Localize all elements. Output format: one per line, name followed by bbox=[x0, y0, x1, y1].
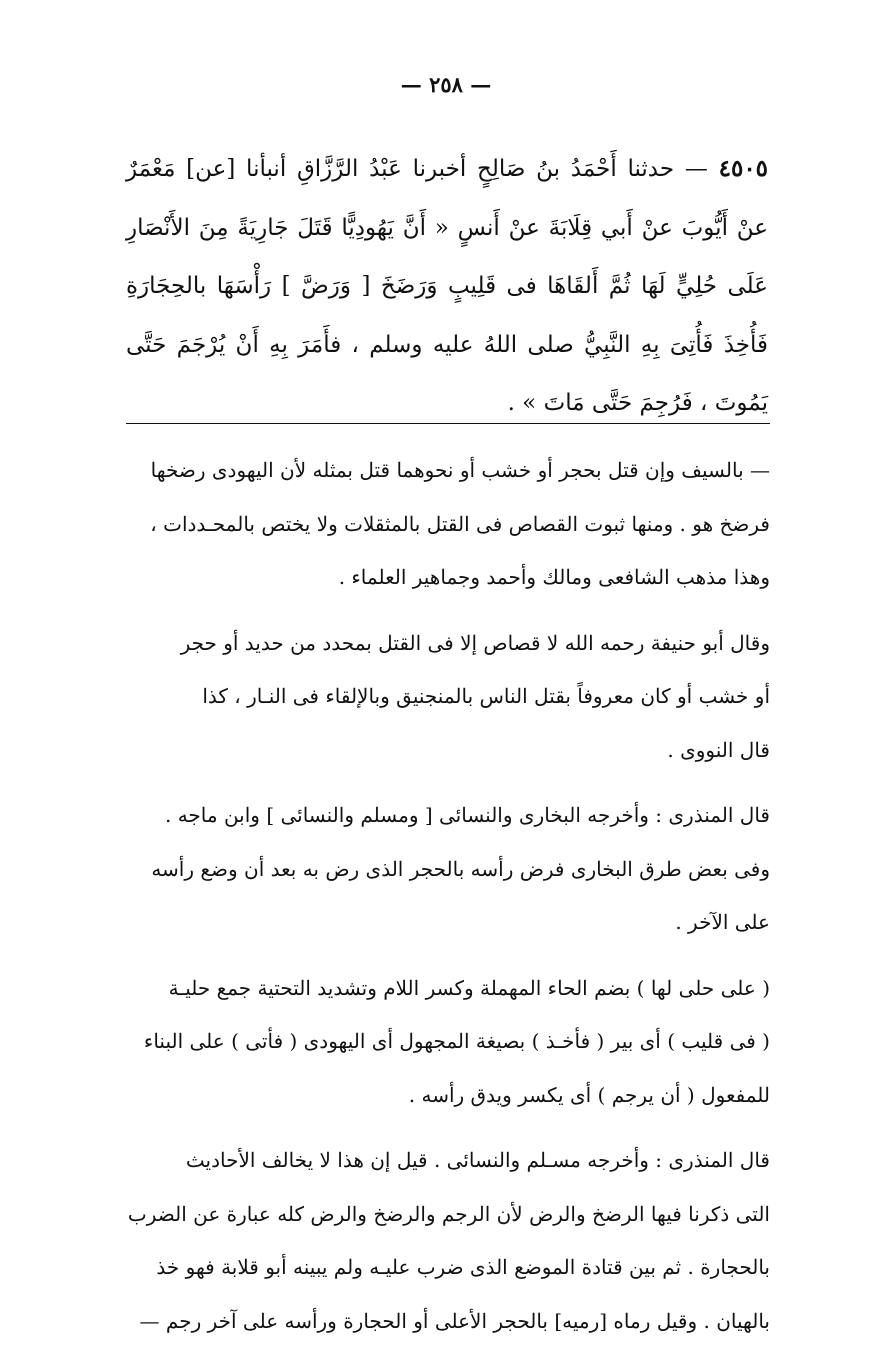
note-paragraph bbox=[126, 1134, 770, 1348]
hadith-number: ٤٥٠٥ bbox=[718, 155, 769, 182]
note-line: على الآخر . bbox=[675, 910, 770, 934]
commentary-notes bbox=[126, 444, 770, 1360]
note-line: فرضخ هو . ومنها ثبوت القصاص فى القتل بالمثقلات ولا يختص بالمحـددات ، bbox=[150, 511, 770, 536]
note-paragraph bbox=[126, 444, 770, 605]
note-line: بالحجارة . ثم بين قتادة الموضع الذى ضرب عليـه ولم يبينه أبو قلابة فهو خذ bbox=[156, 1255, 770, 1279]
note-line: للمفعول ( أن يرجم ) أى يكسر ويدق رأسه . bbox=[408, 1082, 770, 1107]
note-line: قال المنذرى : وأخرجه البخارى والنسائى [ ومسلم والنسائى ] وابن ماجه . bbox=[164, 803, 770, 827]
note-line: ( فى قليب ) أى بير ( فأخـذ ) بصيغة المجهول أى اليهودى ( فأتى ) على البناء bbox=[143, 1029, 770, 1053]
note-line: وهذا مذهب الشافعى ومالك وأحمد وجماهير العلماء . bbox=[338, 565, 770, 589]
note-line: — بالسيف وإن قتل بحجر أو خشب أو نحوهما قتل بمثله لأن اليهودى رضخها bbox=[150, 458, 770, 482]
note-line: قال المنذرى : وأخرجه مسـلم والنسائى . قيل إن هذا لا يخالف الأحاديث bbox=[185, 1148, 770, 1172]
note-paragraph bbox=[126, 789, 770, 950]
note-paragraph bbox=[126, 962, 770, 1123]
hadith-text bbox=[126, 140, 768, 433]
hadith-dash: — bbox=[684, 156, 708, 182]
note-line: أو خشب أو كان معروفاً بقتل الناس بالمنجنيق وبالإلقاء فى النـار ، كذا bbox=[202, 684, 770, 708]
note-line: ( على حلى لها ) بضم الحاء المهملة وكسر اللام وتشديد التحتية جمع حليـة bbox=[168, 975, 770, 1000]
note-line: قال النووى . bbox=[667, 737, 770, 762]
note-line: وقال أبو حنيفة رحمه الله لا قصاص إلا فى القتل بمحدد من حديد أو حجر bbox=[180, 630, 770, 655]
note-line: بالهيان . وقيل رماه [رميه] بالحجر الأعلى أو الحجارة ورأسه على آخر رجم — bbox=[139, 1308, 770, 1333]
section-divider bbox=[126, 423, 770, 424]
hadith-body: حدثنا أَحْمَدُ بنُ صَالِحٍ أخبرنا عَبْدُ الرَّزَّاقِ أنبأنا [عن] مَعْمَرٌ عنْ أَيُّوبَ عنْ أَبي قِلَابَةَ عنْ أَنسٍ « أَنَّ يَهُودِيًّا قَتَلَ جَارِيَةً مِنَ الأَنْصَارِ عَلَى حُلِيٍّ لَهَا ثُمَّ أَلقَاهَا فى قَلِيبٍ وَرَضَخَ [ وَرَضَّ ] رَأْسَهَا بالحِجَارَةِ فَأُخِذَ فَأُتِىَ بِهِ النَّبِيُّ صلى اللهُ عليه وسلم ، فأَمَرَ بِهِ أَنْ يُرْجَمَ حَتَّى يَمُوتَ ، فَرُجِمَ حَتَّى مَاتَ » . bbox=[126, 156, 768, 417]
note-paragraph bbox=[126, 617, 770, 778]
note-line: التى ذكرنا فيها الرضخ والرض لأن الرجم والرضخ والرض كله عبارة عن الضرب bbox=[127, 1201, 770, 1226]
note-line: وفى بعض طرق البخارى فرض رأسه بالحجر الذى رض به بعد أن وضع رأسه bbox=[151, 856, 770, 881]
page-number: — ٢٥٨ — bbox=[400, 72, 492, 97]
